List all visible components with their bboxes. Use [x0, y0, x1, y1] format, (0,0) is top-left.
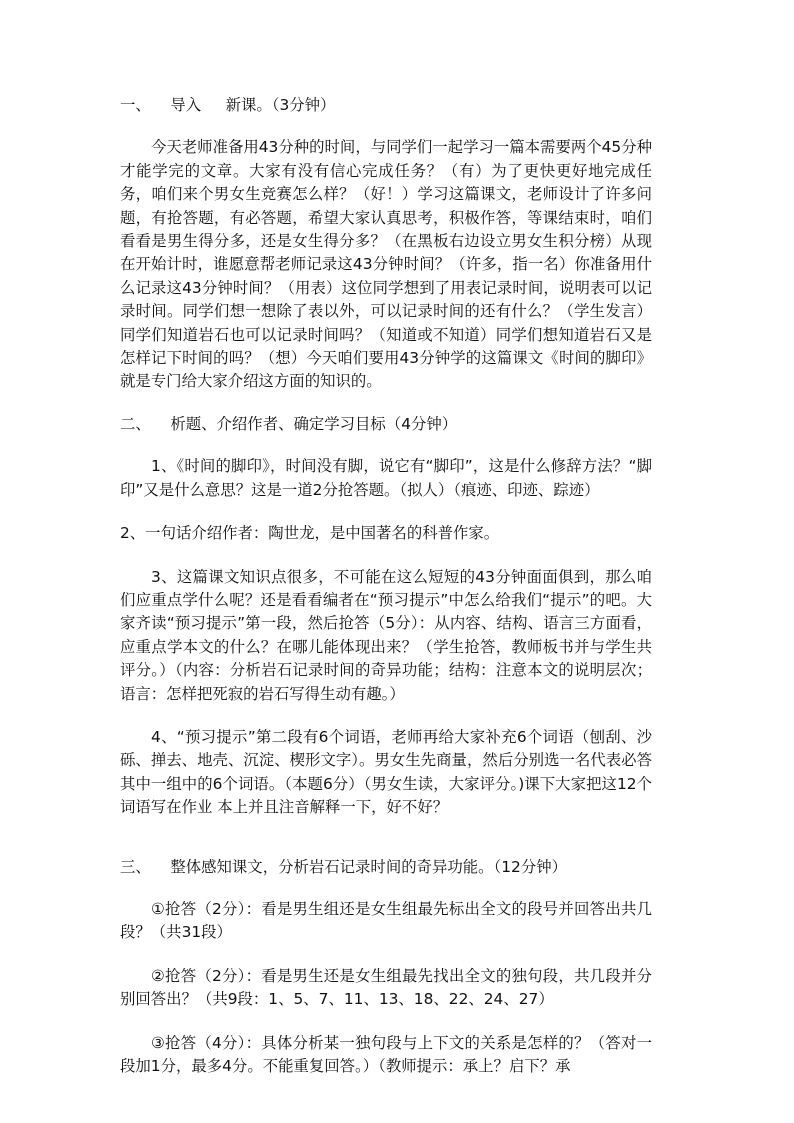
section-heading-intro: 一、 导入 新课。（3分钟） [120, 96, 336, 114]
paragraph-question-3: ③抢答（4分）：具体分析某一独句段与上下文的关系是怎样的？（答对一段加1分，最多4分。不能重复回答。）（教师提示：承上？启下？承 [120, 1033, 652, 1075]
paragraph-intro: 今天老师准备用43分种的时间，与同学们一起学习一篇本需要两个45分种才能学完的文章。大家有没有信心完成任务？（有）为了更快更好地完成任务，咱们来个男女生竞赛怎么样？（好！）学习这篇课文，老师设计了许多问题，有抢答题，有必答题，希望大家认真思考，积极作答，等课结束时，咱们看看是男生得分多，还是女生得分多？（在黑板右边设立男女生积分榜）从现在开始计时，谁愿意帮老师记录这43分钟时间？（许多，指一名）你准备用什么记录这43分钟时间？（用表）这位同学想到了用表记录时间，说明表可以记录时间。同学们想一想除了表以外，可以记录时间的还有什么？（学生发言）同学们知道岩石也可以记录时间吗？（知道或不知道）同学们想知道岩石又是怎样记下时间的吗？（想）今天咱们要用43分钟学的这篇课文《时间的脚印》就是专门给大家介绍这方面的知识的。 [120, 138, 652, 391]
paragraph-item-2: 2、一句话介绍作者：陶世龙，是中国著名的科普作家。 [120, 524, 500, 543]
paragraph-item-1: 1、《时间的脚印》，时间没有脚，说它有“脚印”，这是什么修辞方法？“脚印”又是什么意思？这是一道2分抢答题。（拟人）（痕迹、印迹、踪迹） [120, 457, 652, 499]
paragraph-item-3: 3、这篇课文知识点很多，不可能在这么短短的43分钟面面俱到，那么咱们应重点学什么呢？还是看看编者在“预习提示”中怎么给我们“提示”的吧。大家齐读“预习提示”第一段，然后抢答（5分）：从内容、结构、语言三方面看，应重点学本文的什么？在哪儿能体现出来？（学生抢答，教师板书并与学生共评分。）（内容：分析岩石记录时间的奇异功能；结构：注意本文的说明层次；语言：怎样把死寂的岩石写得生动有趣。） [120, 567, 652, 703]
paragraph-question-2: ②抢答（2分）：看是男生还是女生组最先找出全文的独句段，共几段并分别回答出？（共9段：1、5、7、11、13、18、22、24、27） [120, 966, 652, 1009]
document-page [120, 94, 652, 1078]
paragraph-item-4: 4、“预习提示”第二段有6个词语，老师再给大家补充6个词语（刨刮、沙砾、掸去、地壳、沉淀、楔形文字）。男女生先商量，然后分别选一名代表必答其中一组中的6个词语。（本题6分）（男女生读，大家评分。)课下大家把这12个词语写在作业 本上并且注音解释一下，好不好？ [120, 727, 652, 817]
section-heading-overall: 三、 整体感知课文，分析岩石记录时间的奇异功能。（12分钟） [120, 857, 568, 876]
section-heading-title-analysis: 二、 析题、介绍作者、确定学习目标（4分钟） [120, 414, 458, 433]
paragraph-question-1: ①抢答（2分）：看是男生组还是女生组最先标出全文的段号并回答出共几段？（共31段） [120, 899, 652, 942]
